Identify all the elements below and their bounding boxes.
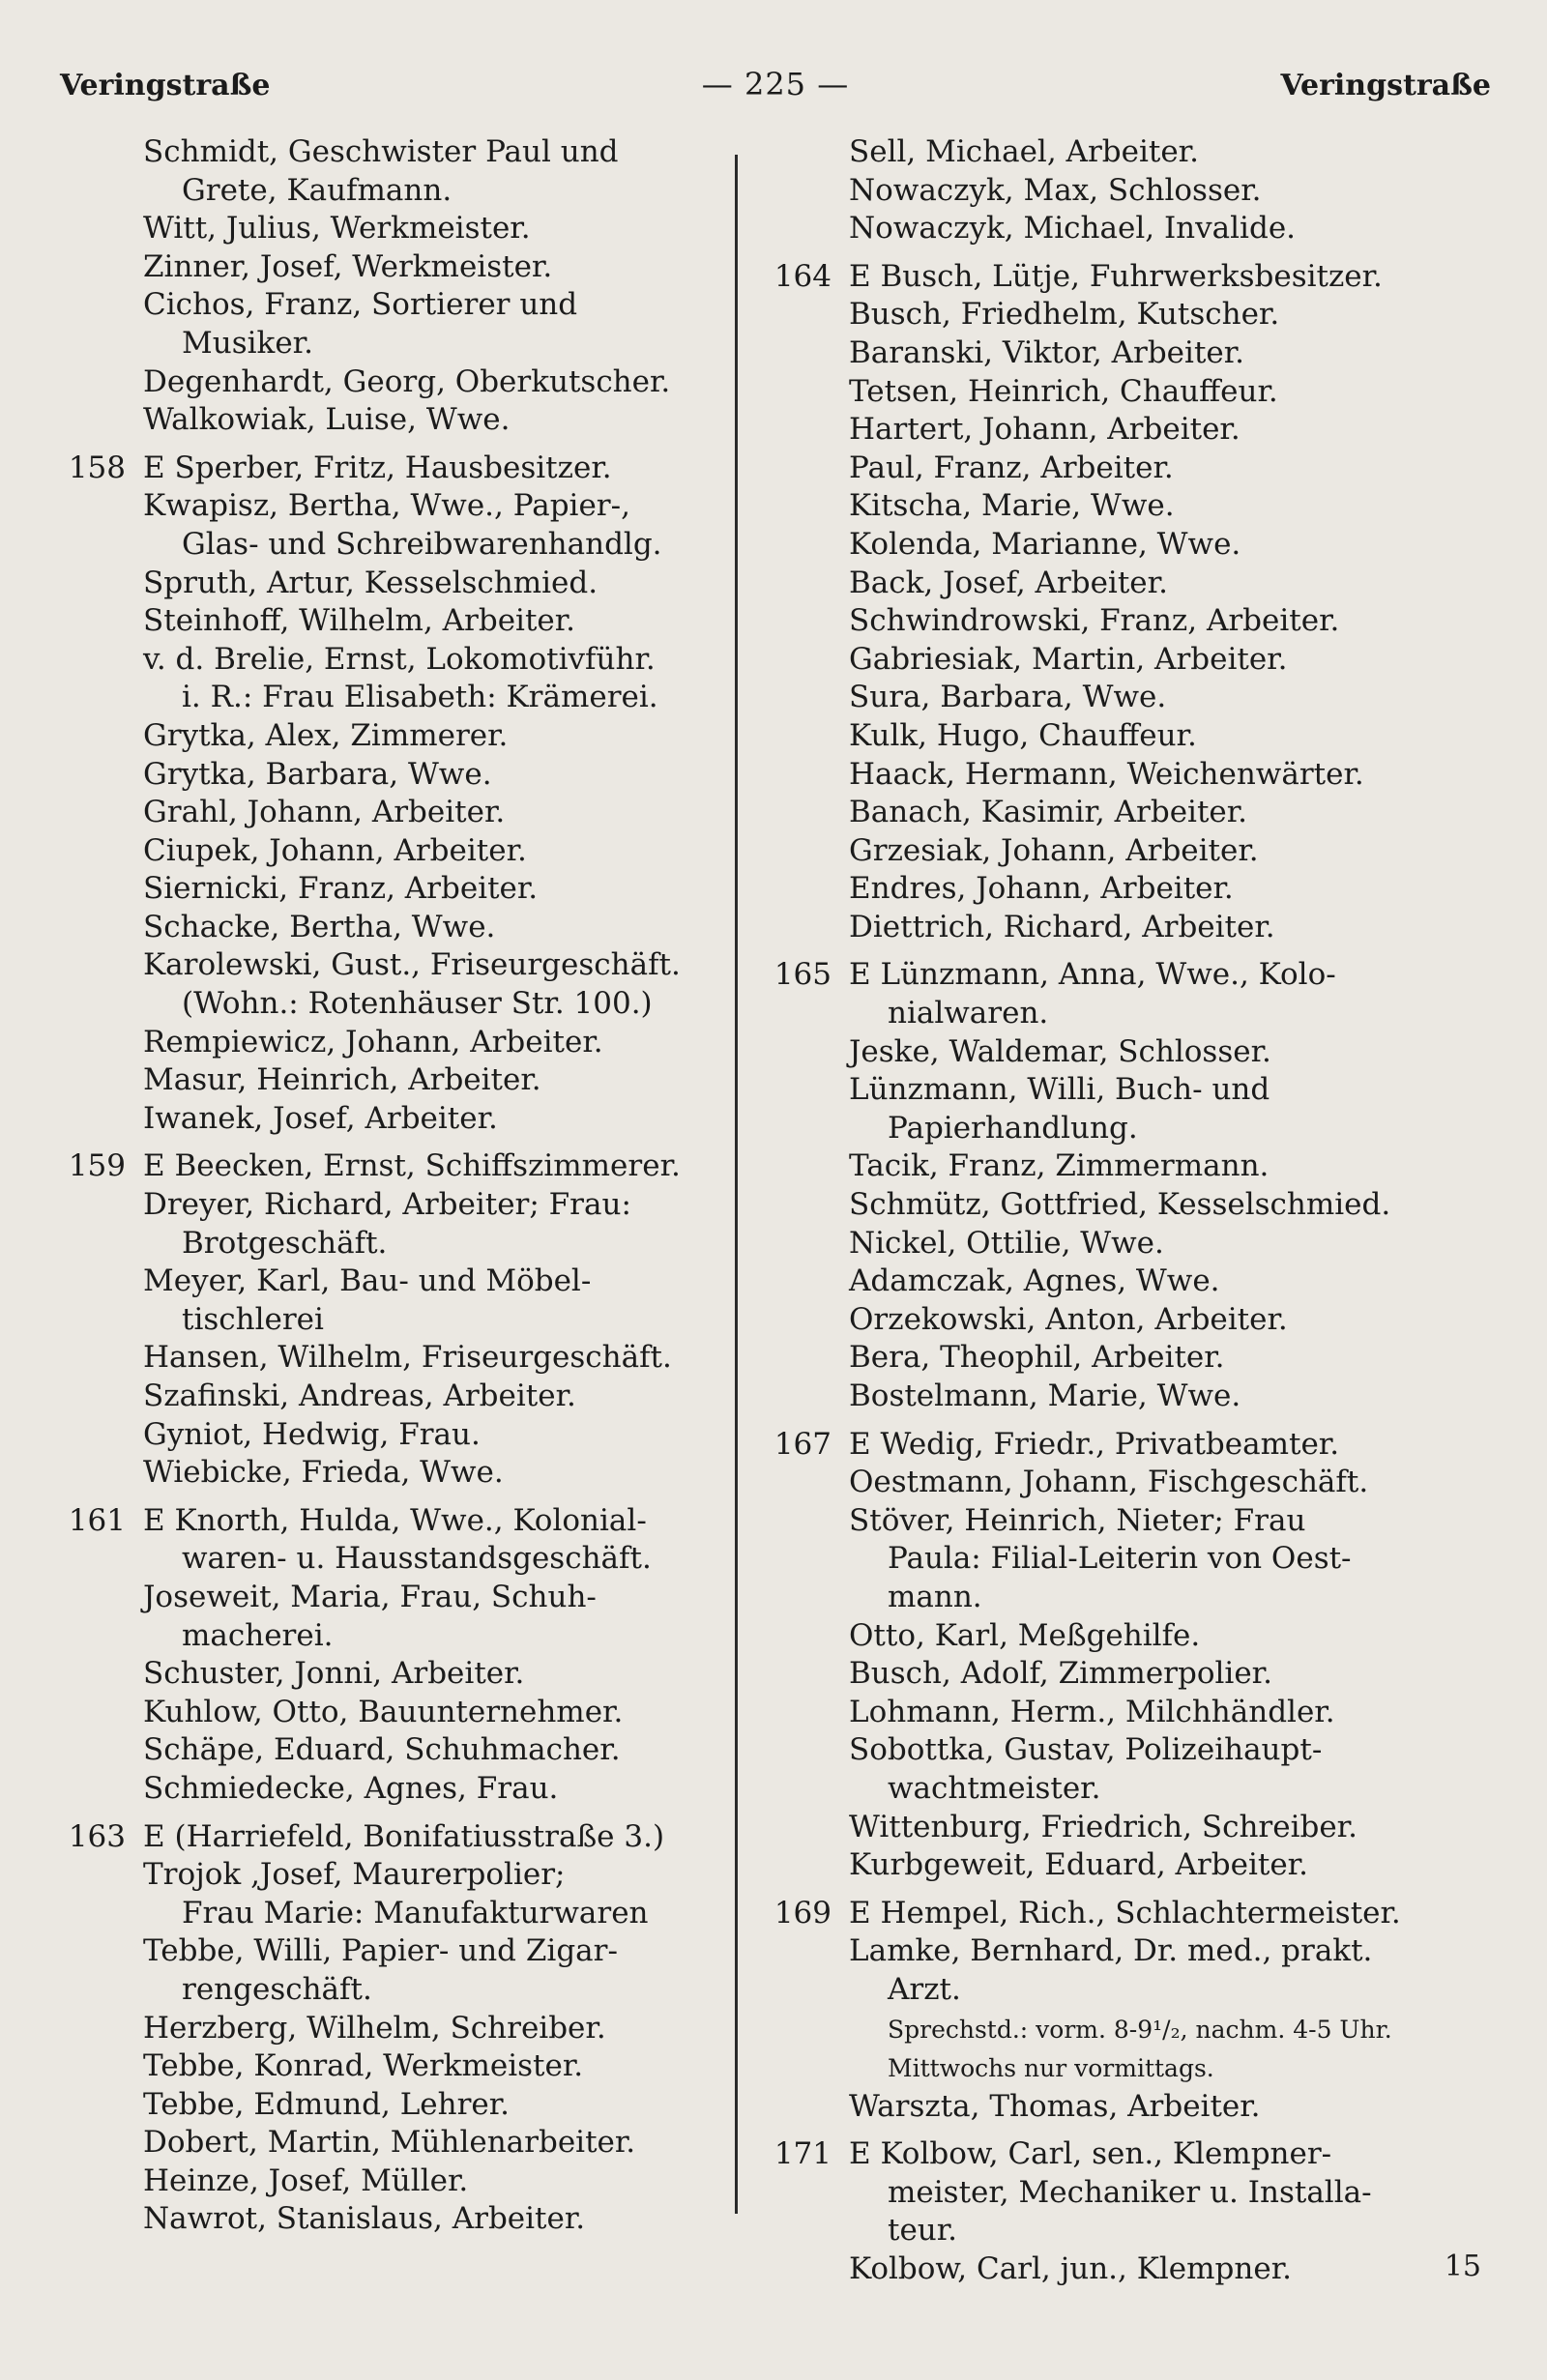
entry-continuation: [764, 1971, 1441, 2010]
entry-continuation: [58, 1617, 725, 1656]
entry-text: v. d. Brelie, Ernst, Lokomotivführ.: [143, 641, 656, 677]
entry-text: Tetsen, Heinrich, Chauffeur.: [849, 373, 1278, 409]
entry-text: Meyer, Karl, Bau- und Möbel-: [143, 1263, 592, 1299]
resident-entry: [764, 210, 1441, 248]
entry-text: Schwindrowski, Franz, Arbeiter.: [849, 603, 1340, 639]
house-entry: [58, 1818, 725, 1857]
entry-text: Tacik, Franz, Zimmermann.: [849, 1148, 1270, 1184]
resident-entry: [58, 1378, 725, 1416]
entry-text: Joseweit, Maria, Frau, Schuh-: [143, 1579, 597, 1614]
entry-text: Paul, Franz, Arbeiter.: [849, 450, 1174, 485]
entry-text: E Lünzmann, Anna, Wwe., Kolo-: [849, 957, 1336, 993]
resident-entry: [58, 2047, 725, 2086]
resident-entry: [764, 1809, 1441, 1847]
entry-continuation: [764, 1110, 1441, 1148]
resident-entry: [58, 1856, 725, 1895]
entry-text: Grahl, Johann, Arbeiter.: [143, 795, 506, 830]
entry-text: macherei.: [182, 1617, 334, 1653]
entry-text: Kulk, Hugo, Chauffeur.: [849, 717, 1197, 753]
resident-entry: [58, 1655, 725, 1694]
resident-entry: [58, 832, 725, 871]
entry-text: Cichos, Franz, Sortierer und: [143, 287, 578, 323]
house-number: 161: [68, 1502, 126, 1538]
resident-entry: [58, 210, 725, 248]
house-entry: [764, 2135, 1441, 2174]
entry-continuation: [58, 1895, 725, 1933]
entry-continuation: [58, 172, 725, 211]
entry-text: Sprechstd.: vorm. 8-9¹/₂, nachm. 4-5 Uhr.: [888, 2015, 1392, 2044]
entry-text: Oestmann, Johann, Fischgeschäft.: [849, 1465, 1369, 1500]
entry-text: Gyniot, Hedwig, Frau.: [143, 1416, 481, 1452]
house-entry: [764, 1426, 1441, 1465]
resident-entry: [58, 363, 725, 402]
entry-text: Bostelmann, Marie, Wwe.: [849, 1379, 1241, 1413]
entry-text: Adamczak, Agnes, Wwe.: [849, 1263, 1220, 1299]
page-header: [60, 66, 1491, 102]
resident-entry: [764, 373, 1441, 412]
resident-entry: [764, 1263, 1441, 1301]
resident-entry: [58, 2086, 725, 2125]
resident-entry: [58, 1454, 725, 1493]
entry-text: Rempiewicz, Johann, Arbeiter.: [143, 1024, 603, 1059]
entry-text: Schacke, Bertha, Wwe.: [143, 909, 496, 944]
entry-text: Brotgeschäft.: [182, 1225, 388, 1261]
resident-entry: [764, 2088, 1441, 2127]
entry-text: Degenhardt, Georg, Oberkutscher.: [143, 363, 671, 399]
entry-text: Kuhlow, Otto, Bauunternehmer.: [143, 1694, 624, 1729]
entry-text: Endres, Johann, Arbeiter.: [849, 871, 1234, 907]
entry-continuation: [764, 1770, 1441, 1809]
resident-entry: [58, 641, 725, 680]
resident-entry: [764, 411, 1441, 450]
entry-text: E Wedig, Friedr., Privatbeamter.: [849, 1426, 1340, 1462]
resident-entry: [764, 679, 1441, 717]
resident-entry: [58, 565, 725, 603]
entry-text: Warszta, Thomas, Arbeiter.: [849, 2088, 1261, 2124]
resident-entry: [58, 909, 725, 947]
entry-text: Iwanek, Josef, Arbeiter.: [143, 1100, 498, 1136]
entry-text: waren- u. Hausstandsgeschäft.: [182, 1541, 652, 1577]
entry-text: Kwapisz, Bertha, Wwe., Papier-,: [143, 488, 630, 524]
resident-entry: [764, 870, 1441, 909]
resident-entry: [764, 641, 1441, 680]
entry-continuation: [58, 1971, 725, 2010]
entry-continuation: [58, 1301, 725, 1340]
entry-text: Steinhoff, Wilhelm, Arbeiter.: [143, 603, 576, 639]
resident-entry: [764, 450, 1441, 488]
resident-entry: [764, 1617, 1441, 1656]
resident-entry: [764, 1846, 1441, 1885]
resident-entry: [764, 1186, 1441, 1225]
entry-text: Sobottka, Gustav, Polizeihaupt-: [849, 1732, 1323, 1768]
entry-text: Wittenburg, Friedrich, Schreiber.: [849, 1809, 1357, 1844]
entry-text: (Wohn.: Rotenhäuser Str. 100.): [182, 986, 653, 1022]
entry-text: Kolenda, Marianne, Wwe.: [849, 526, 1241, 562]
entry-continuation: [58, 1225, 725, 1263]
entry-text: Lamke, Bernhard, Dr. med., prakt.: [849, 1933, 1373, 1969]
entry-continuation: [58, 526, 725, 565]
entry-text: Heinze, Josef, Müller.: [143, 2162, 469, 2198]
resident-entry: [764, 1071, 1441, 1110]
house-number: 159: [68, 1148, 126, 1184]
resident-entry: [764, 909, 1441, 947]
entry-text: Masur, Heinrich, Arbeiter.: [143, 1062, 541, 1098]
entry-text: Hartert, Johann, Arbeiter.: [849, 412, 1241, 448]
resident-entry: [764, 1339, 1441, 1378]
resident-entry: [764, 1301, 1441, 1340]
resident-entry: [764, 526, 1441, 565]
resident-entry: [764, 133, 1441, 172]
resident-entry: [764, 832, 1441, 871]
resident-entry: [58, 602, 725, 641]
entry-text: Nowaczyk, Michael, Invalide.: [849, 211, 1297, 247]
house-entry: [58, 1502, 725, 1541]
house-number: 171: [774, 2136, 832, 2172]
resident-entry: [58, 946, 725, 985]
entry-text: Schäpe, Eduard, Schuhmacher.: [143, 1732, 621, 1768]
entry-continuation: [764, 2174, 1441, 2213]
resident-entry: [58, 756, 725, 795]
entry-continuation: [58, 679, 725, 717]
entry-continuation: [764, 1579, 1441, 1617]
house-number: 167: [774, 1426, 832, 1462]
entry-text: Lünzmann, Willi, Buch- und: [849, 1072, 1270, 1108]
entry-note: [764, 2048, 1441, 2088]
house-number: 158: [68, 450, 126, 485]
resident-entry: [764, 717, 1441, 756]
entry-text: Herzberg, Wilhelm, Schreiber.: [143, 2010, 606, 2046]
entry-continuation: [764, 995, 1441, 1033]
resident-entry: [764, 1147, 1441, 1186]
entry-text: Nowaczyk, Max, Schlosser.: [849, 172, 1262, 208]
resident-entry: [58, 1770, 725, 1809]
entry-text: Schmütz, Gottfried, Kesselschmied.: [849, 1187, 1391, 1223]
resident-entry: [764, 1655, 1441, 1694]
resident-entry: [764, 1731, 1441, 1770]
resident-entry: [764, 487, 1441, 526]
entry-text: Grete, Kaufmann.: [182, 172, 452, 208]
resident-entry: [764, 1694, 1441, 1732]
house-number: 165: [774, 957, 832, 993]
sheet-signature: 15: [1444, 2249, 1481, 2283]
entry-text: mann.: [888, 1579, 982, 1614]
house-entry: [764, 258, 1441, 297]
entry-text: Diettrich, Richard, Arbeiter.: [849, 909, 1275, 944]
entry-text: Schmidt, Geschwister Paul und: [143, 134, 619, 169]
resident-entry: [58, 487, 725, 526]
entry-text: Spruth, Artur, Kesselschmied.: [143, 565, 598, 600]
resident-entry: [58, 2124, 725, 2162]
entry-text: Siernicki, Franz, Arbeiter.: [143, 871, 539, 907]
entry-text: E Kolbow, Carl, sen., Klempner-: [849, 2136, 1332, 2172]
resident-entry: [58, 401, 725, 440]
resident-entry: [764, 334, 1441, 373]
entry-text: Orzekowski, Anton, Arbeiter.: [849, 1301, 1288, 1337]
resident-entry: [58, 1416, 725, 1455]
entry-text: Baranski, Viktor, Arbeiter.: [849, 334, 1245, 370]
house-number: 164: [774, 258, 832, 294]
resident-entry: [764, 1225, 1441, 1263]
entry-text: Banach, Kasimir, Arbeiter.: [849, 795, 1248, 830]
resident-entry: [764, 1378, 1441, 1416]
resident-entry: [58, 1186, 725, 1225]
entry-text: Arzt.: [888, 1971, 961, 2007]
entry-text: Tebbe, Konrad, Werkmeister.: [143, 2048, 584, 2084]
entry-text: Grzesiak, Johann, Arbeiter.: [849, 832, 1259, 868]
entry-text: Otto, Karl, Meßgehilfe.: [849, 1617, 1201, 1653]
resident-entry: [58, 1731, 725, 1770]
resident-entry: [58, 133, 725, 172]
entry-text: Witt, Julius, Werkmeister.: [143, 211, 531, 247]
resident-entry: [764, 172, 1441, 211]
resident-entry: [58, 1024, 725, 1062]
resident-entry: [764, 565, 1441, 603]
entry-text: Ciupek, Johann, Arbeiter.: [143, 832, 527, 868]
house-entry: [58, 1147, 725, 1186]
entry-text: E (Harriefeld, Bonifatiusstraße 3.): [143, 1818, 665, 1854]
house-entry: [764, 956, 1441, 995]
entry-text: Schuster, Jonni, Arbeiter.: [143, 1656, 525, 1692]
entry-text: Dobert, Martin, Mühlenarbeiter.: [143, 2125, 636, 2161]
entry-text: Busch, Adolf, Zimmerpolier.: [849, 1656, 1272, 1692]
resident-entry: [58, 1579, 725, 1617]
entry-text: Kurbgeweit, Eduard, Arbeiter.: [849, 1847, 1308, 1883]
left-column: [58, 133, 725, 2239]
resident-entry: [764, 756, 1441, 795]
entry-text: Musiker.: [182, 325, 313, 361]
resident-entry: [58, 870, 725, 909]
resident-entry: [58, 2010, 725, 2048]
entry-text: tischlerei: [182, 1301, 324, 1337]
entry-text: Nawrot, Stanislaus, Arbeiter.: [143, 2201, 586, 2237]
house-entry: [58, 450, 725, 488]
house-number: 169: [774, 1895, 832, 1930]
entry-text: Schmiedecke, Agnes, Frau.: [143, 1770, 559, 1806]
entry-text: Sell, Michael, Arbeiter.: [849, 134, 1199, 169]
resident-entry: [58, 1263, 725, 1301]
entry-text: Jeske, Waldemar, Schlosser.: [849, 1033, 1271, 1069]
resident-entry: [764, 2250, 1441, 2289]
resident-entry: [58, 2200, 725, 2239]
entry-text: Papierhandlung.: [888, 1110, 1138, 1146]
entry-text: Szafinski, Andreas, Arbeiter.: [143, 1379, 576, 1413]
resident-entry: [58, 1339, 725, 1378]
resident-entry: [58, 2162, 725, 2201]
entry-text: Grytka, Alex, Zimmerer.: [143, 717, 509, 753]
column-divider: [735, 155, 738, 2214]
house-number: 163: [68, 1818, 126, 1854]
entry-continuation: [764, 1540, 1441, 1579]
entry-text: i. R.: Frau Elisabeth: Krämerei.: [182, 680, 658, 715]
entry-text: nialwaren.: [888, 996, 1049, 1031]
entry-text: Mittwochs nur vormittags.: [888, 2054, 1214, 2083]
page-number: — 225 —: [701, 66, 850, 102]
entry-note: [764, 2010, 1441, 2049]
entry-text: E Hempel, Rich., Schlachtermeister.: [849, 1895, 1401, 1930]
entry-text: Tebbe, Willi, Papier- und Zigar-: [143, 1933, 618, 1969]
entry-text: Gabriesiak, Martin, Arbeiter.: [849, 641, 1288, 677]
entry-text: Glas- und Schreibwarenhandlg.: [182, 526, 662, 562]
entry-text: E Knorth, Hulda, Wwe., Kolonial-: [143, 1502, 647, 1538]
entry-text: rengeschäft.: [182, 1971, 372, 2007]
resident-entry: [764, 296, 1441, 334]
entry-continuation: [764, 2212, 1441, 2250]
entry-text: Dreyer, Richard, Arbeiter; Frau:: [143, 1187, 631, 1223]
entry-text: Stöver, Heinrich, Nieter; Frau: [849, 1502, 1306, 1538]
entry-text: E Sperber, Fritz, Hausbesitzer.: [143, 450, 612, 485]
entry-continuation: [58, 325, 725, 363]
resident-entry: [764, 1932, 1441, 1971]
entry-text: Nickel, Ottilie, Wwe.: [849, 1225, 1164, 1261]
entry-text: wachtmeister.: [888, 1770, 1101, 1806]
header-street-right: Veringstraße: [1280, 69, 1491, 102]
resident-entry: [764, 1033, 1441, 1072]
entry-text: Hansen, Wilhelm, Friseurgeschäft.: [143, 1340, 672, 1376]
resident-entry: [58, 1061, 725, 1100]
resident-entry: [58, 248, 725, 287]
resident-entry: [58, 286, 725, 325]
resident-entry: [764, 1502, 1441, 1541]
resident-entry: [58, 1694, 725, 1732]
entry-text: E Busch, Lütje, Fuhrwerksbesitzer.: [849, 258, 1383, 294]
entry-text: Grytka, Barbara, Wwe.: [143, 756, 492, 792]
entry-text: Lohmann, Herm., Milchhändler.: [849, 1694, 1335, 1729]
entry-text: Trojok ,Josef, Maurerpolier;: [143, 1857, 566, 1893]
entry-text: Back, Josef, Arbeiter.: [849, 565, 1168, 600]
entry-text: meister, Mechaniker u. Installa-: [888, 2174, 1372, 2210]
resident-entry: [764, 602, 1441, 641]
entry-text: Haack, Hermann, Weichenwärter.: [849, 756, 1364, 792]
entry-text: Kitscha, Marie, Wwe.: [849, 488, 1175, 524]
entry-text: Walkowiak, Luise, Wwe.: [143, 402, 511, 438]
right-column: [764, 133, 1441, 2289]
resident-entry: [58, 794, 725, 832]
entry-text: Karolewski, Gust., Friseurgeschäft.: [143, 947, 681, 983]
entry-text: Zinner, Josef, Werkmeister.: [143, 248, 553, 284]
entry-text: Busch, Friedhelm, Kutscher.: [849, 297, 1280, 333]
resident-entry: [764, 1464, 1441, 1502]
header-street-left: Veringstraße: [60, 69, 271, 102]
entry-text: Sura, Barbara, Wwe.: [849, 680, 1167, 715]
entry-text: Bera, Theophil, Arbeiter.: [849, 1340, 1225, 1376]
entry-continuation: [58, 985, 725, 1024]
entry-text: Kolbow, Carl, jun., Klempner.: [849, 2251, 1292, 2287]
entry-text: Tebbe, Edmund, Lehrer.: [143, 2086, 511, 2122]
entry-text: E Beecken, Ernst, Schiffszimmerer.: [143, 1148, 681, 1184]
resident-entry: [764, 794, 1441, 832]
entry-text: Paula: Filial-Leiterin von Oest-: [888, 1541, 1352, 1577]
resident-entry: [58, 1932, 725, 1971]
entry-text: Frau Marie: Manufakturwaren: [182, 1895, 649, 1930]
resident-entry: [58, 717, 725, 756]
entry-text: Wiebicke, Frieda, Wwe.: [143, 1455, 504, 1491]
entry-text: teur.: [888, 2213, 958, 2249]
house-entry: [764, 1895, 1441, 1933]
resident-entry: [58, 1100, 725, 1139]
entry-continuation: [58, 1540, 725, 1579]
